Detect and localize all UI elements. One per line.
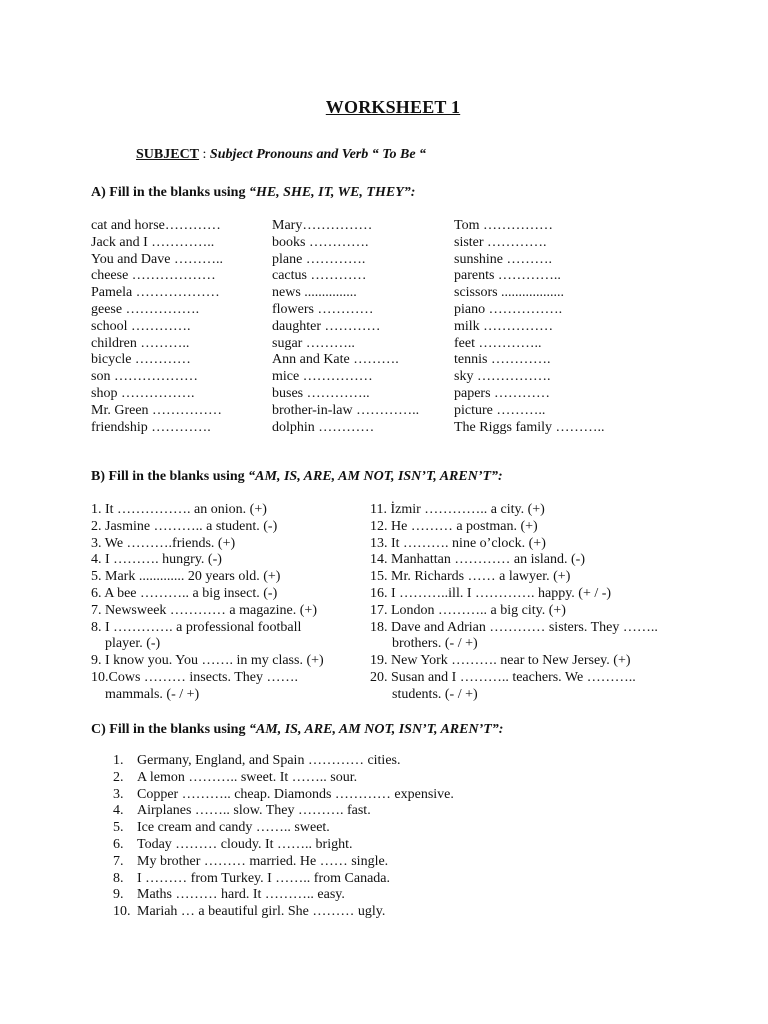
section-c-heading <box>91 722 503 738</box>
section-a-item: bicycle ………… <box>91 352 191 368</box>
section-c-item-text: My brother ……… married. He …… single. <box>137 853 389 869</box>
section-b-left-column <box>91 502 324 704</box>
section-b-item <box>91 519 324 536</box>
section-a-item: dolphin ………… <box>272 419 375 435</box>
section-b-item-continuation: mammals. (- / +) <box>105 686 200 702</box>
section-b-item-text: 11. İzmir ………….. a city. (+) <box>370 502 545 517</box>
section-c-item <box>113 854 454 871</box>
section-b-item <box>91 552 324 569</box>
section-b-item <box>91 670 324 704</box>
section-c-item-number: 3. <box>113 786 124 802</box>
section-a-item: shop ……………. <box>91 385 195 401</box>
section-b-item <box>370 502 658 519</box>
section-b-item <box>370 519 658 536</box>
section-a-heading-quote: “HE, SHE, IT, WE, THEY”: <box>248 185 416 200</box>
section-c-item <box>113 803 454 820</box>
section-a-item: daughter ………… <box>272 318 381 334</box>
section-a-item: papers ………… <box>454 385 551 401</box>
subject-value: Subject Pronouns and Verb “ To Be “ <box>209 147 427 162</box>
section-c-item-number: 10. <box>113 904 131 920</box>
section-a-item: Mary…………… <box>272 218 373 233</box>
section-b-item-text: 1. It ……………. an onion. (+) <box>91 502 267 517</box>
section-c-item-number: 2. <box>113 769 124 785</box>
subject-line <box>136 147 426 163</box>
section-b-item-text: 9. I know you. You ……. in my class. (+) <box>91 653 324 669</box>
section-c-item-text: Airplanes …….. slow. They ………. fast. <box>137 803 371 819</box>
section-b-item <box>370 670 658 704</box>
section-b-item <box>91 586 324 603</box>
section-a-item: Tom …………… <box>454 218 553 233</box>
section-b-item-text: 18. Dave and Adrian ………… sisters. They …….. <box>370 619 658 635</box>
section-c-item-number: 4. <box>113 803 124 819</box>
section-a-item: sister …………. <box>454 234 547 250</box>
section-b-item-text: 6. A bee ……….. a big insect. (-) <box>91 585 278 601</box>
section-a-item: sugar ……….. <box>272 335 355 351</box>
section-a-item: You and Dave ……….. <box>91 251 223 267</box>
section-a-item: The Riggs family ……….. <box>454 419 605 435</box>
section-b-item-continuation: students. (- / +) <box>392 686 478 702</box>
section-a-item: books …………. <box>272 234 369 250</box>
section-a-item: Mr. Green …………… <box>91 402 223 418</box>
section-c-item-text: Mariah … a beautiful girl. She ……… ugly. <box>137 904 386 920</box>
section-b-item-continuation: player. (-) <box>105 636 161 652</box>
section-c-item-number: 1. <box>113 753 124 768</box>
section-b-item-continuation: brothers. (- / +) <box>392 636 478 652</box>
section-a-item: son ……………… <box>91 369 198 385</box>
section-b-item <box>91 603 324 620</box>
section-b-item-text: 13. It ………. nine o’clock. (+) <box>370 535 546 551</box>
worksheet-title: WORKSHEET 1 <box>325 97 461 117</box>
section-c-item-number: 6. <box>113 836 124 852</box>
section-a-heading <box>91 185 415 201</box>
section-a-item: Pamela ……………… <box>91 285 220 301</box>
section-c-heading-quote: “AM, IS, ARE, AM NOT, ISN’T, AREN’T”: <box>248 722 504 737</box>
section-c-item-number: 7. <box>113 853 124 869</box>
section-a-item: mice …………… <box>272 369 373 385</box>
section-a-item: friendship …………. <box>91 419 211 435</box>
section-a-item: cheese ……………… <box>91 268 216 284</box>
section-a-item: sky ……………. <box>454 369 551 385</box>
section-c-item-text: Today ……… cloudy. It …….. bright. <box>137 836 353 852</box>
section-b-heading <box>91 469 503 485</box>
section-b-item <box>91 502 324 519</box>
section-c-item-number: 8. <box>113 870 124 886</box>
section-c-item-text: I ……… from Turkey. I …….. from Canada. <box>137 870 391 886</box>
section-b-item-text: 17. London ……….. a big city. (+) <box>370 602 566 618</box>
section-c-item-text: Germany, England, and Spain ………… cities. <box>137 753 401 768</box>
section-b-item-text: 2. Jasmine ……….. a student. (-) <box>91 518 278 534</box>
section-b-item-text: 15. Mr. Richards …… a lawyer. (+) <box>370 569 571 585</box>
section-a-item: buses ………….. <box>272 385 370 401</box>
section-a-item: news ............... <box>272 285 357 301</box>
section-b-item-text: 12. He ……… a postman. (+) <box>370 518 538 534</box>
section-c-heading-prefix: C) Fill in the blanks using <box>91 722 249 737</box>
section-a-item: milk …………… <box>454 318 554 334</box>
section-a-item: plane …………. <box>272 251 366 267</box>
subject-separator: : <box>199 147 210 162</box>
section-b-heading-quote: “AM, IS, ARE, AM NOT, ISN’T, AREN’T”: <box>248 469 503 484</box>
section-b-item <box>91 569 324 586</box>
section-c-item-text: Maths ……… hard. It ……….. easy. <box>137 887 345 903</box>
section-b-item <box>91 620 324 654</box>
section-c-item <box>113 820 454 837</box>
section-b-item <box>91 653 324 670</box>
section-c-item-text: Ice cream and candy …….. sweet. <box>137 820 330 836</box>
section-a-heading-prefix: A) Fill in the blanks using <box>91 185 249 200</box>
section-b-item-text: 14. Manhattan ………… an island. (-) <box>370 552 586 568</box>
section-c-item <box>113 887 454 904</box>
section-b-item <box>370 653 658 670</box>
section-b-right-column <box>370 502 658 704</box>
section-b-item-text: 20. Susan and I ……….. teachers. We ……….. <box>370 669 636 685</box>
section-a-item: children ……….. <box>91 335 190 351</box>
section-c-item <box>113 770 454 787</box>
section-a-item: school …………. <box>91 318 191 334</box>
section-a-item: Jack and I ………….. <box>91 234 215 250</box>
section-a-item: flowers ………… <box>272 301 374 317</box>
section-c-item <box>113 837 454 854</box>
section-b-item-text: 19. New York ………. near to New Jersey. (+) <box>370 653 631 669</box>
section-c-item-text: Copper ……….. cheap. Diamonds ………… expensive. <box>137 786 454 802</box>
section-c-item <box>113 871 454 888</box>
section-a-column-3 <box>454 218 605 436</box>
section-b-item <box>370 620 658 654</box>
section-a-item: scissors .................. <box>454 285 565 301</box>
section-b-heading-prefix: B) Fill in the blanks using <box>91 469 249 484</box>
section-b-item <box>91 536 324 553</box>
section-a-item: feet ………….. <box>454 335 542 351</box>
section-a-item: cactus ………… <box>272 268 367 284</box>
section-a-item: tennis …………. <box>454 352 551 368</box>
section-a-item: cat and horse………… <box>91 218 221 233</box>
section-b-item-text: 5. Mark ............. 20 years old. (+) <box>91 569 281 585</box>
section-a-column-1 <box>91 218 223 436</box>
section-b-item-text: 16. I ………..ill. I …………. happy. (+ / -) <box>370 585 612 601</box>
section-c-item <box>113 787 454 804</box>
section-a-item: parents ………….. <box>454 268 561 284</box>
section-a-item: sunshine ………. <box>454 251 552 267</box>
section-b-item-text: 3. We ……….friends. (+) <box>91 535 236 551</box>
section-b-item-text: 8. I …………. a professional football <box>91 619 302 635</box>
section-b-item <box>370 536 658 553</box>
section-a-column-2 <box>272 218 419 436</box>
section-a-item: piano ……………. <box>454 301 563 317</box>
section-c-item-number: 9. <box>113 887 124 903</box>
section-c-item <box>113 904 454 921</box>
section-a-item: picture ……….. <box>454 402 546 418</box>
section-b-item <box>370 569 658 586</box>
section-a-item: brother-in-law ………….. <box>272 402 420 418</box>
section-a-item: geese ……………. <box>91 301 200 317</box>
section-c-list <box>113 753 454 921</box>
section-a-item: Ann and Kate ………. <box>272 352 399 368</box>
section-b-item <box>370 603 658 620</box>
section-b-item-text: 7. Newsweek ………… a magazine. (+) <box>91 602 317 618</box>
section-c-item-number: 5. <box>113 820 124 836</box>
section-b-item-text: 10.Cows ……… insects. They ……. <box>91 669 299 685</box>
section-b-item-text: 4. I ………. hungry. (-) <box>91 552 222 568</box>
section-c-item-text: A lemon ……….. sweet. It …….. sour. <box>137 769 358 785</box>
section-b-item <box>370 552 658 569</box>
section-b-item <box>370 586 658 603</box>
section-c-item <box>113 753 454 770</box>
subject-label: SUBJECT <box>136 147 200 162</box>
